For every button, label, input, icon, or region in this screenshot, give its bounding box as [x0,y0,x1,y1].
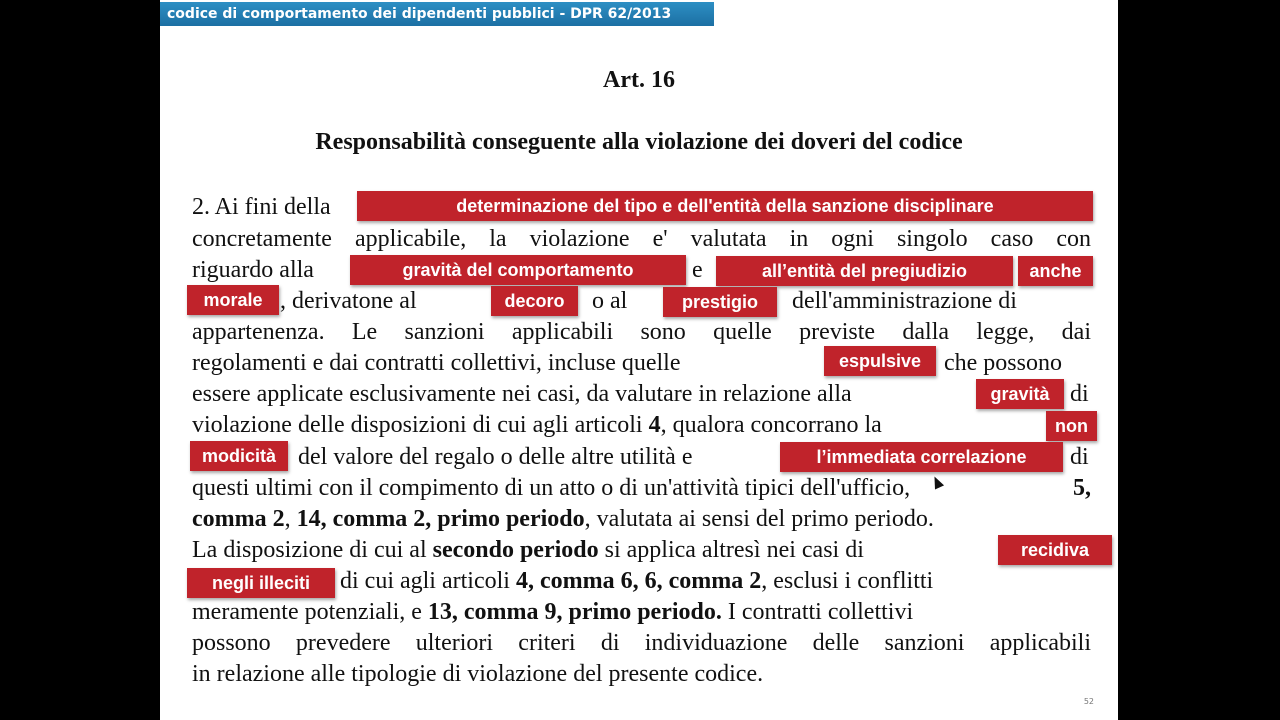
text-fragment: di cui agli articoli [340,568,510,594]
text-fragment: violazione delle disposizioni di cui agli articoli [192,412,643,438]
text-fragment: meramente potenziali, e [192,599,422,625]
text-fragment: 4 [648,412,661,438]
highlight-tag-determinazione: determinazione del tipo e dell'entità della sanzione disciplinare [357,191,1093,221]
text-fragment: secondo periodo [432,537,599,563]
text-fragment: 5, [1073,475,1091,501]
text-line-8 [192,410,1091,440]
text-fragment: regolamenti e dai contratti collettivi, incluse quelle [192,350,681,376]
text-line-7 [192,379,1091,409]
header-bar: codice di comportamento dei dipendenti pubblici - DPR 62/2013 [160,2,714,26]
text-line-16: in relazione alle tipologie di violazione del presente codice. [192,661,764,687]
highlight-tag-espulsive: espulsive [824,346,936,376]
text-fragment: che possono [944,350,1062,376]
text-fragment: , derivatone al [280,288,417,314]
text-line-12 [192,535,1091,565]
article-title: Responsabilità conseguente alla violazione dei doveri del codice [315,129,963,155]
text-line-15: possono prevedere ulteriori criteri di individuazione delle sanzioni applicabili [192,630,1091,656]
highlight-tag-modicita: modicità [190,441,288,471]
text-line-4 [192,286,1091,316]
text-line-10 [192,473,1091,503]
text-line-6 [192,348,1091,378]
text-fragment: , valutata ai sensi del primo periodo. [584,506,934,532]
page-number: 52 [1083,697,1094,706]
text-fragment: e [692,257,703,283]
text-fragment: questi ultimi con il compimento di un atto o di un'attività tipici dell'ufficio, [192,475,911,501]
text-fragment: , esclusi i conflitti [761,568,934,594]
text-fragment: dell'amministrazione di [792,288,1017,314]
text-fragment: comma 2 [192,506,285,532]
highlight-tag-recidiva: recidiva [998,535,1112,565]
highlight-tag-gravita: gravità [976,379,1064,409]
text-line-5: appartenenza. Le sanzioni applicabili sono quelle previste dalla legge, dai [192,319,1091,345]
text-fragment: 4, comma 6, 6, comma 2 [515,568,762,594]
slide [160,0,1118,720]
text-fragment: , [284,506,291,532]
highlight-tag-gravita-comportamento: gravità del comportamento [350,255,686,285]
text-line-2: concretamente applicabile, la violazione e' valutata in ogni singolo caso con [192,226,1091,252]
text-fragment: di [1070,381,1089,407]
text-fragment: , qualora concorrano la [660,412,882,438]
highlight-tag-non: non [1046,411,1097,441]
text-fragment: di [1070,444,1089,470]
text-fragment: 13, comma 9, primo periodo. [427,599,722,625]
text-fragment: 14, comma 2, primo periodo [296,506,585,532]
text-fragment: La disposizione di cui al [192,537,427,563]
highlight-tag-morale: morale [187,285,279,315]
text-fragment: riguardo alla [192,257,314,283]
highlight-tag-prestigio: prestigio [663,287,777,317]
text-fragment: del valore del regalo o delle altre utilità e [298,444,693,470]
article-number: Art. 16 [603,67,675,93]
text-line-11 [192,504,1091,534]
text-fragment: I contratti collettivi [727,599,914,625]
highlight-tag-decoro: decoro [491,286,578,316]
text-fragment: o al [592,288,628,314]
text-fragment: essere applicate esclusivamente nei casi, da valutare in relazione alla [192,381,852,407]
text-fragment-group [340,566,933,596]
text-line-1: 2. Ai fini della [192,194,331,220]
highlight-tag-anche: anche [1018,256,1093,286]
highlight-tag-negli-illeciti: negli illeciti [187,568,335,598]
highlight-tag-entita-pregiudizio: all’entità del pregiudizio [716,256,1013,286]
highlight-tag-immediata-correlazione: l’immediata correlazione [780,442,1063,472]
text-fragment: si applica altresì nei casi di [604,537,864,563]
text-line-14 [192,597,1091,627]
